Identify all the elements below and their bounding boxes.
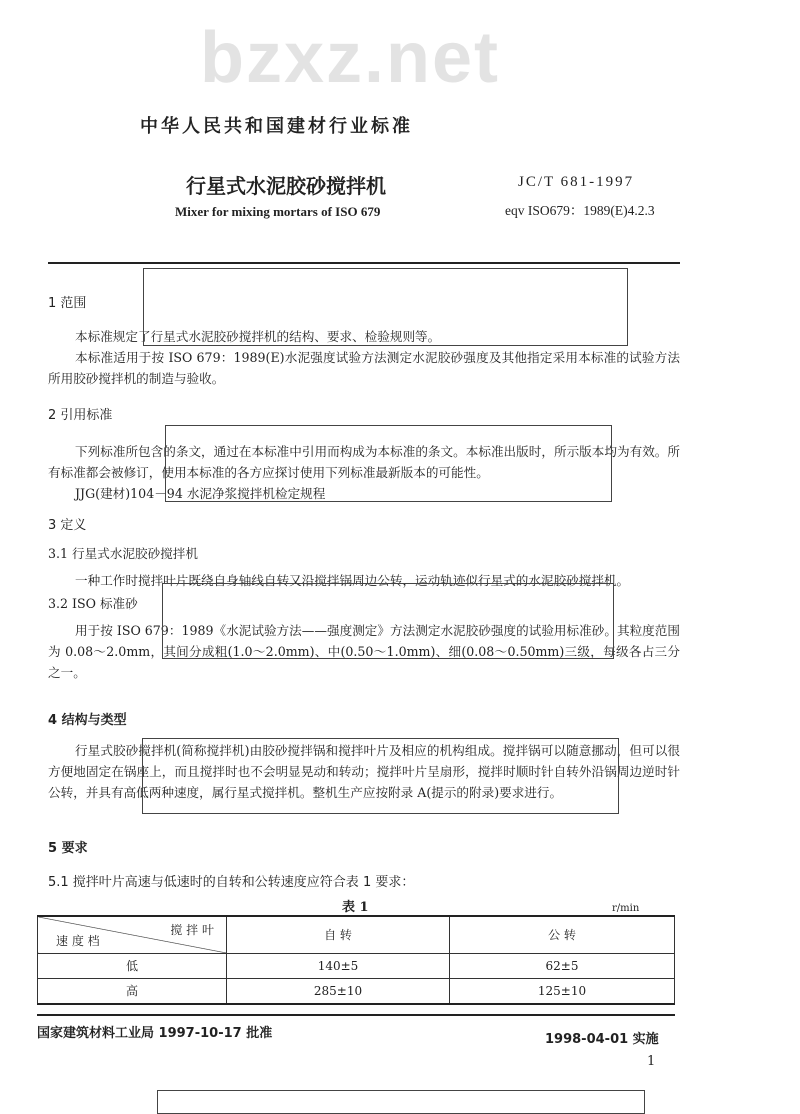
row-label: 低 xyxy=(38,953,227,978)
column-header: 自 转 xyxy=(227,916,450,953)
corner-bottom-label: 速 度 档 xyxy=(56,933,100,948)
reference-item: JJG(建材)104－94 水泥净浆搅拌机检定规程 xyxy=(75,486,326,501)
clause-5-1: 5.1 搅拌叶片高速与低速时的自转和公转速度应符合表 1 要求： xyxy=(48,875,415,890)
speed-table xyxy=(37,915,675,1005)
paragraph: 本标准适用于按 ISO 679：1989(E)水泥强度试验方法测定水泥胶砂强度及其他指定采用本标准的试验方法所用胶砂搅拌机的制造与验收。 xyxy=(48,350,680,386)
table-row xyxy=(38,978,675,1004)
table-unit: r/min xyxy=(612,903,640,914)
row-label: 高 xyxy=(38,978,227,1004)
header-divider xyxy=(48,262,680,264)
table-title: 表 1 xyxy=(342,900,369,915)
corner-top-label: 搅 拌 叶 xyxy=(170,923,214,937)
cell-orbit-rotation: 62±5 xyxy=(450,953,675,978)
watermark: bzxz.net xyxy=(200,18,501,98)
table-header-row xyxy=(38,916,675,953)
cell-orbit-rotation: 125±10 xyxy=(450,978,675,1004)
annotation-box xyxy=(142,738,619,814)
annotation-box xyxy=(143,268,628,346)
corner-header-cell xyxy=(38,916,227,953)
paragraph: 本标准规定了行星式水泥胶砂搅拌机的结构、要求、检验规则等。 xyxy=(75,329,441,344)
page-number: 1 xyxy=(647,1054,656,1069)
definition-title: 3.1 行星式水泥胶砂搅拌机 xyxy=(48,546,198,561)
annotation-box xyxy=(157,1090,645,1114)
section-2-heading: 2 引用标准 xyxy=(48,408,113,423)
footer-divider xyxy=(37,1014,675,1016)
column-header: 公 转 xyxy=(450,916,675,953)
definition-text: 一种工作时搅拌叶片既绕自身轴线自转又沿搅拌锅周边公转，运动轨迹似行星式的水泥胶砂搅拌机。 xyxy=(75,573,630,588)
annotation-box xyxy=(162,583,614,659)
definition-text: 用于按 ISO 679：1989《水泥试验方法——强度测定》方法测定水泥胶砂强度的试验用标准砂。其粒度范围为 0.08～2.0mm，其间分成粗(1.0～2.0mm)、中(0.50～1.0mm)、细(0.08～0.50mm)三级，每级各占三分之一。 xyxy=(48,623,680,680)
definition-title: 3.2 ISO 标准砂 xyxy=(48,596,138,611)
english-title: Mixer for mixing mortars of ISO 679 xyxy=(175,204,381,219)
approval-note: 国家建筑材料工业局 1997-10-17 批准 xyxy=(37,1026,273,1041)
cell-self-rotation: 285±10 xyxy=(227,978,450,1004)
table-row xyxy=(38,953,675,978)
issuer-heading: 中华人民共和国建材行业标准 xyxy=(140,116,413,137)
effective-date: 1998-04-01 实施 xyxy=(545,1032,659,1047)
paragraph: 下列标准所包含的条文，通过在本标准中引用而构成为本标准的条文。本标准出版时，所示版本均为有效。所有标准都会被修订，使用本标准的各方应探讨使用下列标准最新版本的可能性。 xyxy=(48,444,680,480)
standard-code: JC/T 681-1997 xyxy=(518,174,635,190)
document-title: 行星式水泥胶砂搅拌机 xyxy=(186,174,386,198)
paragraph: 行星式胶砂搅拌机(简称搅拌机)由胶砂搅拌锅和搅拌叶片及相应的机构组成。搅拌锅可以随意挪动，但可以很方便地固定在锅座上，而且搅拌时也不会明显晃动和转动；搅拌叶片呈扇形，搅拌时顺时针自转外沿锅周边逆时针公转，并具有高低两种速度，属行星式搅拌机。整机生产应按附录 A(提示的附录)要求进行。 xyxy=(48,743,680,800)
section-5-heading: 5 要求 xyxy=(48,841,88,856)
equivalent-standard: eqv ISO679：1989(E)4.2.3 xyxy=(505,203,655,218)
cell-self-rotation: 140±5 xyxy=(227,953,450,978)
section-1-heading: 1 范围 xyxy=(48,296,87,311)
section-4-heading: 4 结构与类型 xyxy=(48,713,127,728)
section-3-heading: 3 定义 xyxy=(48,518,87,533)
annotation-box xyxy=(165,425,612,502)
